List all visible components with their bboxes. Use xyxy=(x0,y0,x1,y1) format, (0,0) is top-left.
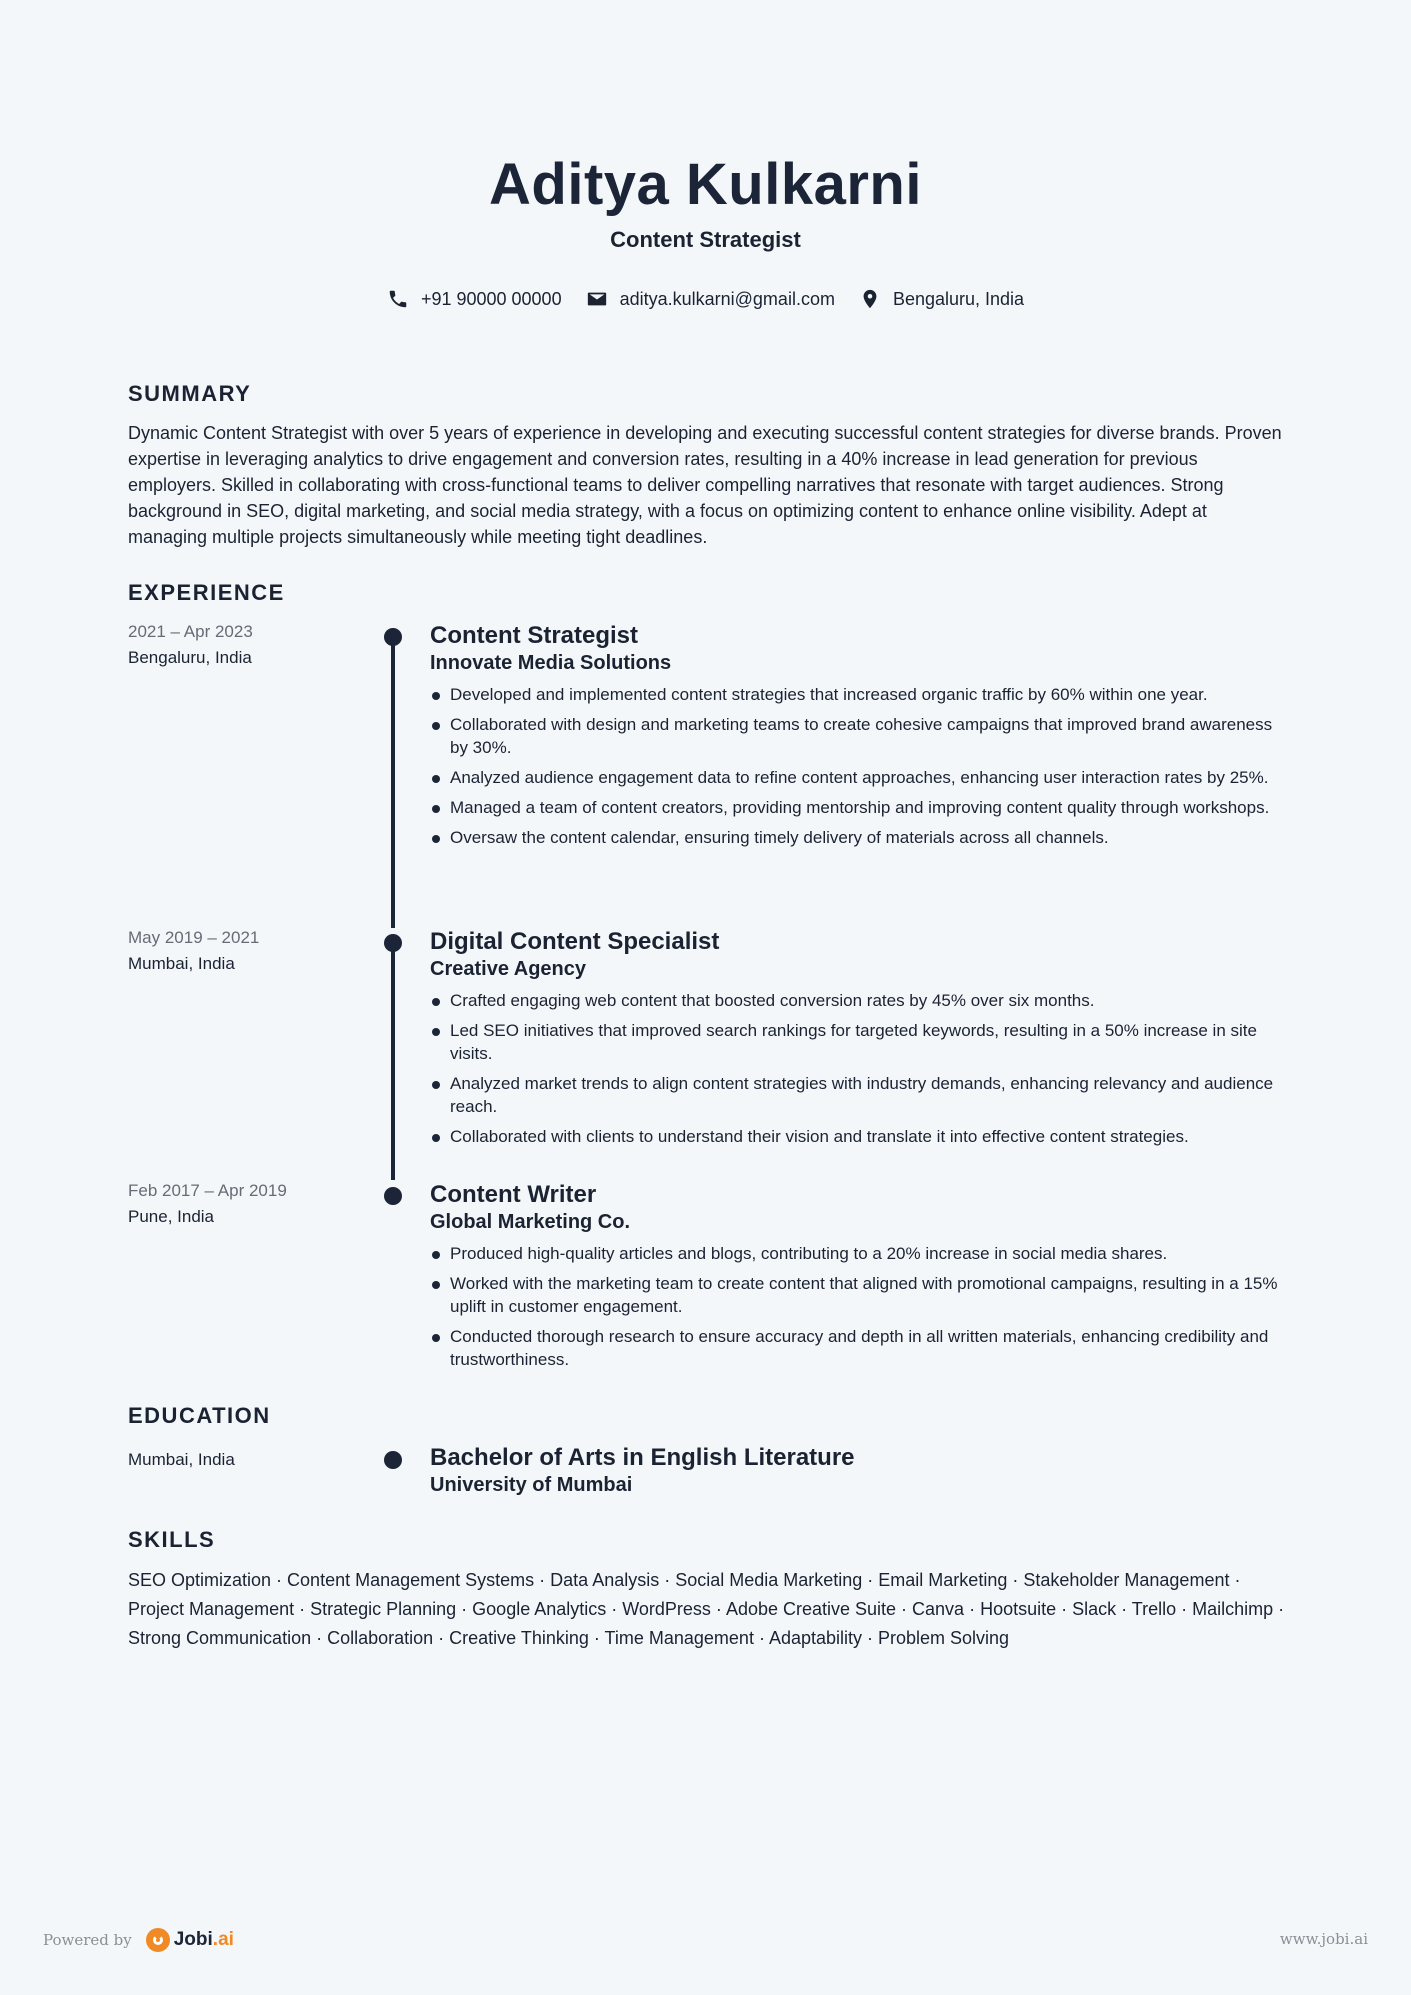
timeline-line xyxy=(391,942,395,1180)
email-icon xyxy=(586,288,608,310)
candidate-name: Aditya Kulkarni xyxy=(489,152,922,217)
email-address: aditya.kulkarni@gmail.com xyxy=(619,289,835,309)
education-heading: EDUCATION xyxy=(128,1403,271,1428)
job-bullets xyxy=(430,683,1280,849)
school-name: University of Mumbai xyxy=(430,1474,633,1496)
jobi-logo[interactable] xyxy=(146,1928,234,1952)
timeline-dot xyxy=(384,628,402,646)
phone-icon xyxy=(387,288,409,310)
job-date: Feb 2017 – Apr 2019 xyxy=(128,1181,287,1200)
summary-text: Dynamic Content Strategist with over 5 years of experience in developing and executing successful content strategies for diverse brands. Proven expertise in leveraging analytics to drive engagement and conversion rates, resulting in a 40% increase in lead generation for previous employers. Skilled in collaborating with cross-functional teams to deliver compelling narratives that resonate with target audiences. Strong background in SEO, digital marketing, and social media strategy, with a focus on optimizing content to enhance online visibility. Adept at managing multiple projects simultaneously while meeting tight deadlines. xyxy=(128,423,1282,547)
job-location: Mumbai, India xyxy=(128,954,235,973)
jobi-logo-icon xyxy=(146,1928,170,1952)
job-entry xyxy=(430,621,1280,856)
timeline-dot xyxy=(384,1187,402,1205)
list-item: Managed a team of content creators, providing mentorship and improving content quality through workshops. xyxy=(430,796,1280,819)
job-company: Global Marketing Co. xyxy=(430,1211,631,1233)
list-item: Collaborated with design and marketing teams to create cohesive campaigns that improved brand awareness by 30%. xyxy=(430,713,1280,759)
job-title: Content Strategist xyxy=(430,622,639,649)
job-title: Content Writer xyxy=(430,1181,597,1208)
job-title: Digital Content Specialist xyxy=(430,928,720,955)
job-meta xyxy=(128,619,368,671)
job-entry xyxy=(430,927,1280,1155)
education-location: Mumbai, India xyxy=(128,1450,235,1469)
list-item: Worked with the marketing team to create content that aligned with promotional campaigns, resulting in a 15% uplift in customer engagement. xyxy=(430,1272,1280,1318)
list-item: Led SEO initiatives that improved search rankings for targeted keywords, resulting in a 50% increase in site visits. xyxy=(430,1019,1280,1065)
website-link[interactable]: www.jobi.ai xyxy=(1279,1930,1368,1948)
list-item: Produced high-quality articles and blogs, contributing to a 20% increase in social media shares. xyxy=(430,1242,1280,1265)
list-item: Analyzed audience engagement data to refine content approaches, enhancing user interaction rates by 25%. xyxy=(430,766,1280,789)
job-entry xyxy=(430,1180,1280,1378)
list-item: Analyzed market trends to align content strategies with industry demands, enhancing relevancy and audience reach. xyxy=(430,1072,1280,1118)
phone-number: +91 90000 00000 xyxy=(420,289,562,309)
job-company: Innovate Media Solutions xyxy=(430,652,672,674)
experience-heading: EXPERIENCE xyxy=(128,580,285,605)
job-location: Pune, India xyxy=(128,1207,215,1226)
job-date: May 2019 – 2021 xyxy=(128,928,260,947)
list-item: Crafted engaging web content that boosted conversion rates by 45% over six months. xyxy=(430,989,1280,1012)
summary-heading: SUMMARY xyxy=(128,381,252,406)
job-location: Bengaluru, India xyxy=(128,648,252,667)
list-item: Oversaw the content calendar, ensuring timely delivery of materials across all channels. xyxy=(430,826,1280,849)
powered-by xyxy=(43,1928,234,1952)
education-meta xyxy=(128,1447,368,1473)
contact-email[interactable] xyxy=(586,287,835,311)
list-item: Collaborated with clients to understand their vision and translate it into effective content strategies. xyxy=(430,1125,1280,1148)
timeline-dot xyxy=(384,1451,402,1469)
contact-bar xyxy=(0,287,1411,311)
job-bullets xyxy=(430,989,1280,1148)
job-date: 2021 – Apr 2023 xyxy=(128,622,253,641)
job-meta xyxy=(128,925,368,977)
education-entry xyxy=(430,1443,1280,1505)
job-company: Creative Agency xyxy=(430,958,586,980)
location-text: Bengaluru, India xyxy=(892,289,1025,309)
powered-by-label: Powered by xyxy=(43,1931,132,1949)
degree-title: Bachelor of Arts in English Literature xyxy=(430,1444,855,1471)
skills-heading: SKILLS xyxy=(128,1527,216,1552)
location-pin-icon xyxy=(859,288,881,310)
list-item: Developed and implemented content strategies that increased organic traffic by 60% within one year. xyxy=(430,683,1280,706)
candidate-role: Content Strategist xyxy=(610,227,801,252)
job-bullets xyxy=(430,1242,1280,1371)
list-item: Conducted thorough research to ensure accuracy and depth in all written materials, enhancing credibility and trustworthiness. xyxy=(430,1325,1280,1371)
jobi-wordmark: Jobi.ai xyxy=(173,1929,234,1950)
contact-phone[interactable] xyxy=(387,287,562,311)
job-meta xyxy=(128,1178,368,1230)
timeline-line xyxy=(391,636,395,928)
timeline-dot xyxy=(384,934,402,952)
skills-list: SEO Optimization · Content Management Systems · Data Analysis · Social Media Marketing · Email Marketing · Stakeholder Management · Project Management · Strategic Planning · Google Analytics · WordPress · Adobe Creative Suite · Canva · Hootsuite · Slack · Trello · Mailchimp · Strong Communication · Collaboration · Creative Thinking · Time Management · Adaptability · Problem Solving xyxy=(128,1570,1285,1648)
contact-location xyxy=(859,287,1024,311)
